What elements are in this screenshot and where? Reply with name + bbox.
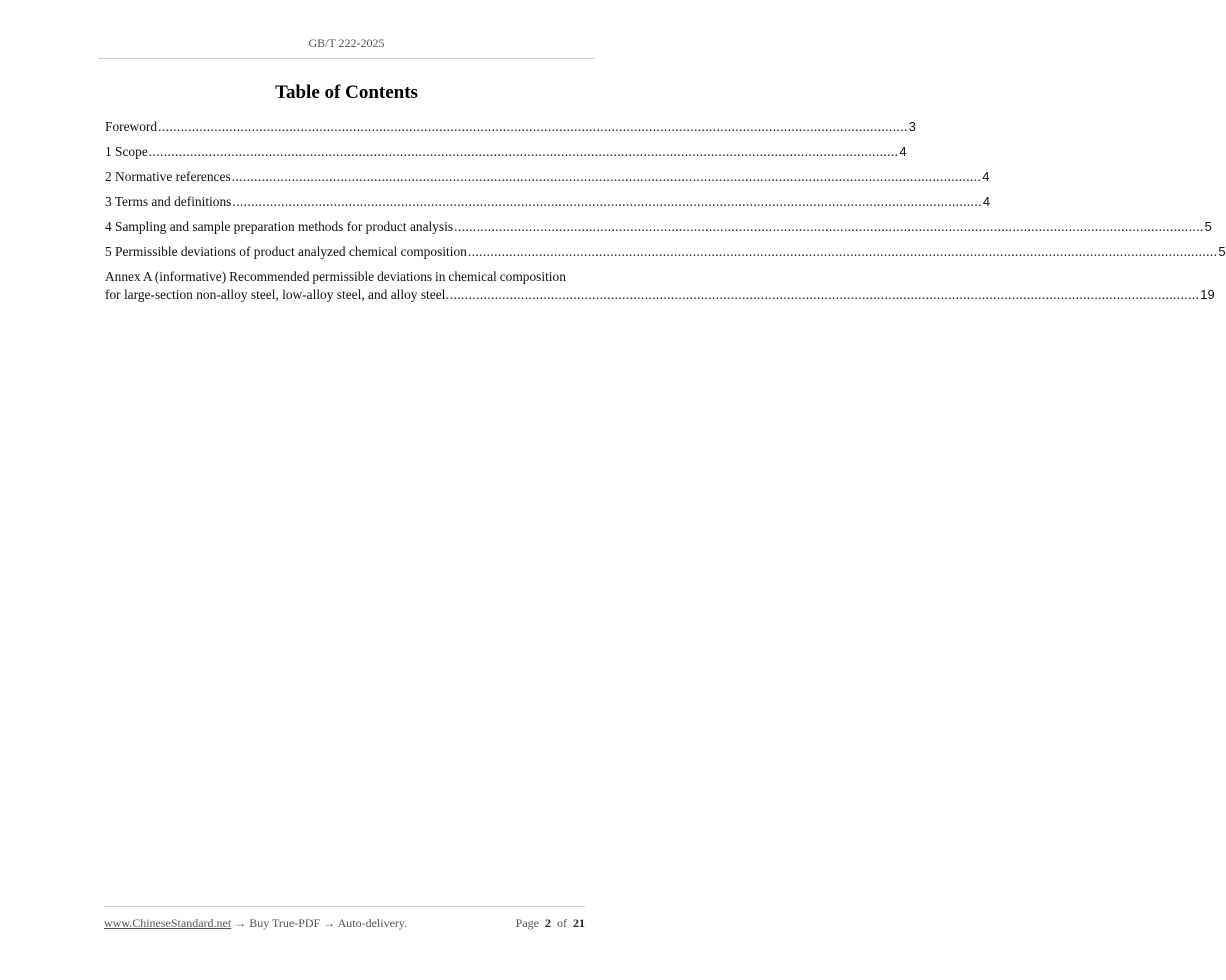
toc-page-number: 4 [899,144,907,159]
toc-entry-label-line1: Annex A (informative) Recommended permissible deviations in chemical composition [105,269,566,284]
buy-pdf-text: Buy True-PDF [249,916,321,930]
footer-divider [104,906,585,907]
toc-entry-annex-a[interactable] [105,268,1215,304]
of-word: of [557,916,567,930]
arrow-right-icon: → [323,916,336,930]
running-header [0,36,693,51]
document-code: GB/T 222-2025 [308,36,385,50]
toc-entry-label: Foreword [105,119,158,134]
toc-entry-label: 5 Permissible deviations of product analyzed chemical composition [105,244,467,259]
dot-leader: ........................................................................................................................................................................................................ [231,169,982,184]
toc-page-number: 3 [908,119,916,134]
dot-leader: ........................................................................................................................................................................................................ [454,219,1204,234]
toc-entry-permissible-deviations[interactable] [105,243,1226,261]
toc-entry-normative-references[interactable] [105,168,990,186]
website-link[interactable]: www.ChineseStandard.net [104,916,232,930]
footer-promo [104,916,407,931]
page-word: Page [515,916,539,930]
toc-entry-terms-and-definitions[interactable] [105,193,991,211]
page-title: Table of Contents [275,82,418,103]
toc-entry-foreword[interactable] [105,118,916,136]
toc-entry-label: 2 Normative references [105,169,231,184]
header-divider [98,58,595,59]
dot-leader: ........................................................................................................................................................................................................ [467,244,1218,259]
toc-entry-label: 4 Sampling and sample preparation methods for product analysis [105,219,454,234]
toc-entry-label: 1 Scope [105,144,148,159]
page-indicator [516,916,585,931]
dot-leader: ........................................................................................................................................................................................................ [232,194,982,209]
toc-entry-scope[interactable] [105,143,907,161]
toc-entry-label-line2: for large-section non-alloy steel, low-alloy steel, and alloy steel. [105,287,449,302]
current-page-number: 2 [545,916,551,930]
auto-delivery-text: Auto-delivery. [337,916,408,930]
toc-entry-label: 3 Terms and definitions [105,194,232,209]
toc-page-number: 5 [1218,244,1226,259]
dot-leader: ........................................................................................................................................................................................................ [158,119,908,134]
toc-page-number: 4 [982,169,990,184]
arrow-right-icon: → [234,916,247,930]
toc-page-number: 5 [1204,219,1212,234]
table-of-contents [105,118,1226,311]
toc-page-number: 19 [1200,287,1215,302]
dot-leader: ........................................................................................................................................................................................................ [148,144,899,159]
toc-page-number: 4 [982,194,991,209]
dot-leader: ........................................................................................................................................................................................................ [449,287,1200,302]
toc-entry-sampling-methods[interactable] [105,218,1212,236]
total-pages-number: 21 [573,916,585,930]
